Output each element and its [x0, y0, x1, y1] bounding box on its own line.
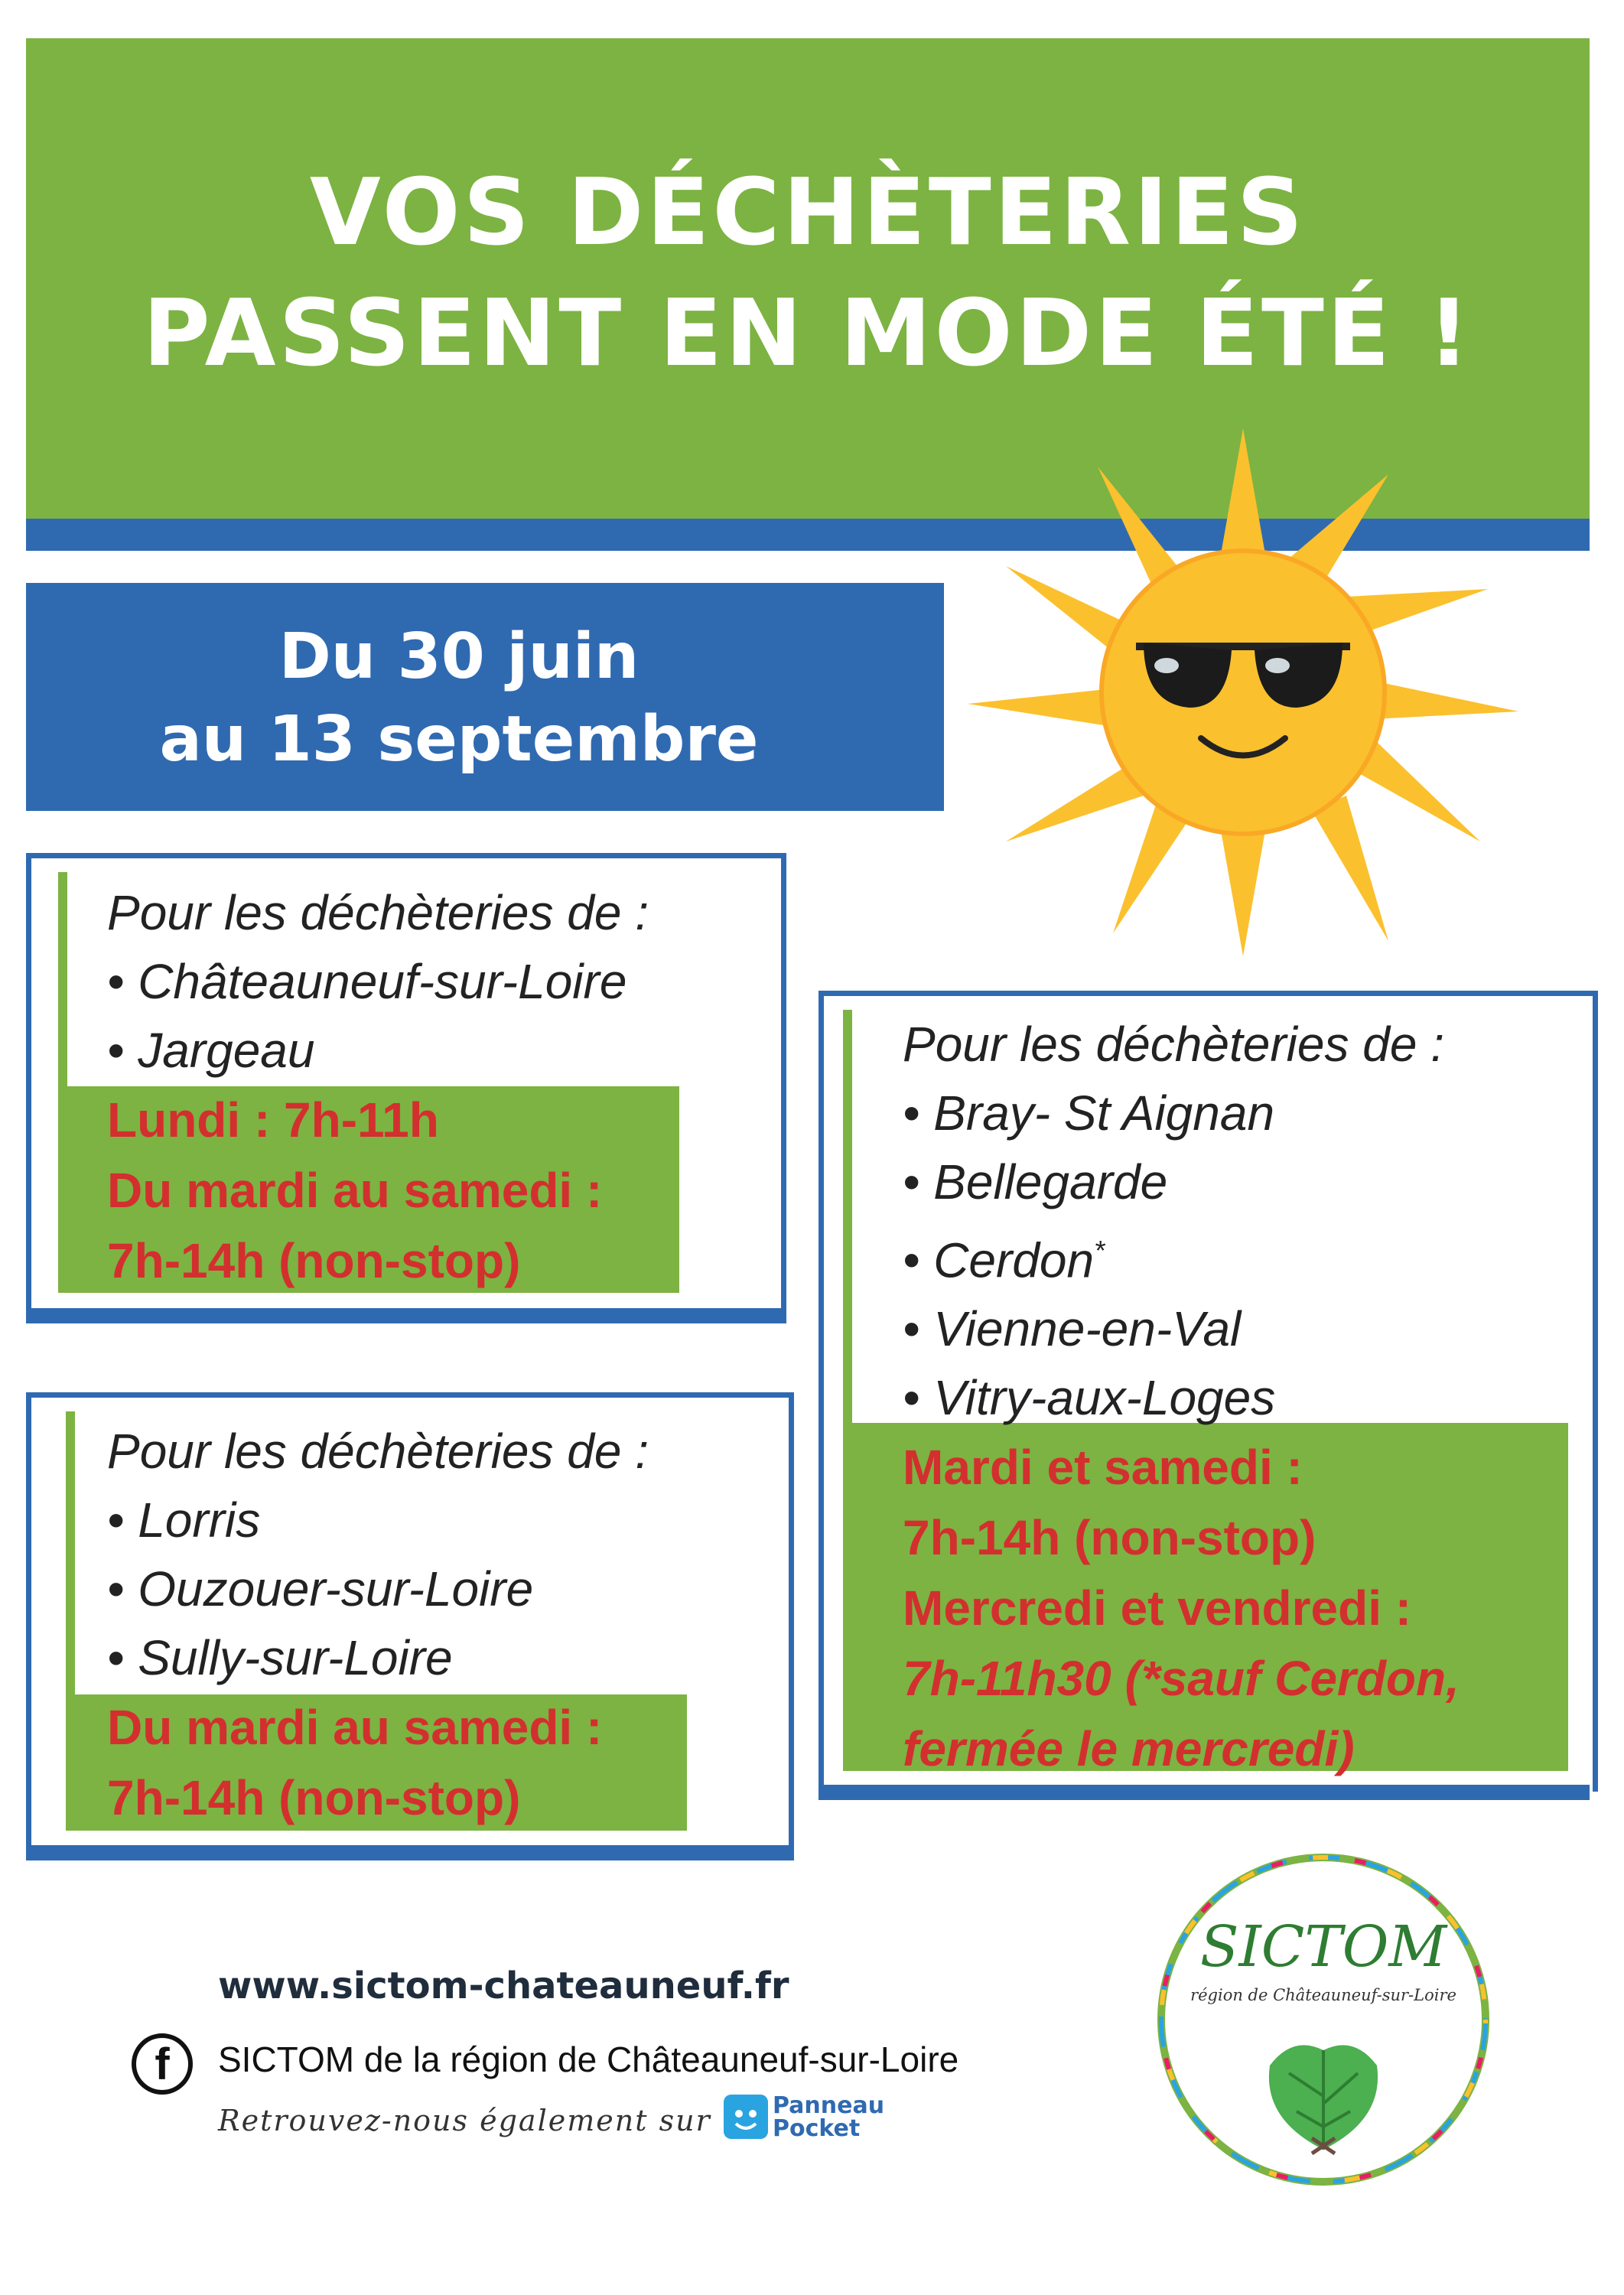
facebook-page-link[interactable]: SICTOM de la région de Châteauneuf-sur-Loire: [218, 2039, 959, 2079]
box-3-hours-3: Mercredi et vendredi :: [903, 1580, 1412, 1636]
list-item: • Bray- St Aignan: [903, 1079, 1576, 1148]
sun-sunglasses-icon: [960, 413, 1526, 964]
list-item: • Vienne-en-Val: [903, 1294, 1576, 1363]
list-item: • Châteauneuf-sur-Loire: [107, 947, 765, 1016]
date-line-2: au 13 septembre: [159, 703, 759, 776]
box-2-hours-2: 7h-14h (non-stop): [107, 1770, 521, 1825]
list-item: • Lorris: [107, 1486, 765, 1554]
box-3-hours-1: Mardi et samedi :: [903, 1440, 1303, 1496]
facebook-icon[interactable]: f: [132, 2033, 193, 2095]
box-3-content: [903, 1010, 1576, 1784]
site-name: Cerdon: [933, 1232, 1095, 1288]
box-1-hours-2: Du mardi au samedi :: [107, 1163, 603, 1218]
box-1-side-bar: [58, 872, 67, 1086]
box-1-bottom: [26, 1308, 786, 1323]
page-title: [26, 153, 1590, 395]
sictom-logo: [1147, 1844, 1499, 2196]
list-item: [903, 1216, 1576, 1294]
box-3-hours-5: fermée le mercredi): [903, 1721, 1355, 1777]
list-item: • Jargeau: [107, 1016, 765, 1085]
box-1-content: [107, 878, 765, 1296]
box-2-hours-1: Du mardi au samedi :: [107, 1700, 603, 1755]
box-3-hours-2: 7h-14h (non-stop): [903, 1510, 1316, 1566]
box-3-hours-4: 7h-11h30 (*sauf Cerdon,: [903, 1651, 1460, 1707]
panneau-line-1: Panneau: [773, 2092, 885, 2119]
box-2-bottom: [26, 1845, 794, 1860]
date-range: [115, 616, 803, 781]
title-line-1: VOS DÉCHÈTERIES: [309, 160, 1307, 266]
panneau-line-2: Pocket: [773, 2115, 861, 2142]
panneau-pocket-icon[interactable]: [724, 2095, 768, 2139]
list-item: • Ouzouer-sur-Loire: [107, 1554, 765, 1623]
box-1-heading: Pour les déchèteries de :: [107, 885, 649, 940]
logo-name: SICTOM: [1199, 1914, 1447, 1980]
box-2-content: [107, 1417, 765, 1833]
footnote-mark: *: [1094, 1235, 1105, 1266]
website-link[interactable]: www.sictom-chateauneuf.fr: [218, 1965, 789, 2007]
box-3-heading: Pour les déchèteries de :: [903, 1017, 1444, 1072]
box-2-side-bar: [66, 1411, 75, 1694]
date-line-1: Du 30 juin: [278, 620, 640, 693]
also-on-text: Retrouvez-nous également sur: [218, 2104, 711, 2137]
panneau-pocket-link[interactable]: [773, 2092, 885, 2142]
logo-subtitle: région de Châteauneuf-sur-Loire: [1190, 1986, 1456, 2004]
list-item: • Sully-sur-Loire: [107, 1623, 765, 1692]
list-item: • Bellegarde: [903, 1148, 1576, 1216]
box-3-side-bar: [843, 1010, 852, 1423]
list-item: • Vitry-aux-Loges: [903, 1363, 1576, 1432]
box-2-heading: Pour les déchèteries de :: [107, 1424, 649, 1479]
box-1-hours-3: 7h-14h (non-stop): [107, 1233, 521, 1288]
box-1-hours-1: Lundi : 7h-11h: [107, 1092, 439, 1148]
box-3-bottom: [819, 1785, 1590, 1800]
title-line-2: PASSENT EN MODE ÉTÉ !: [142, 281, 1473, 387]
